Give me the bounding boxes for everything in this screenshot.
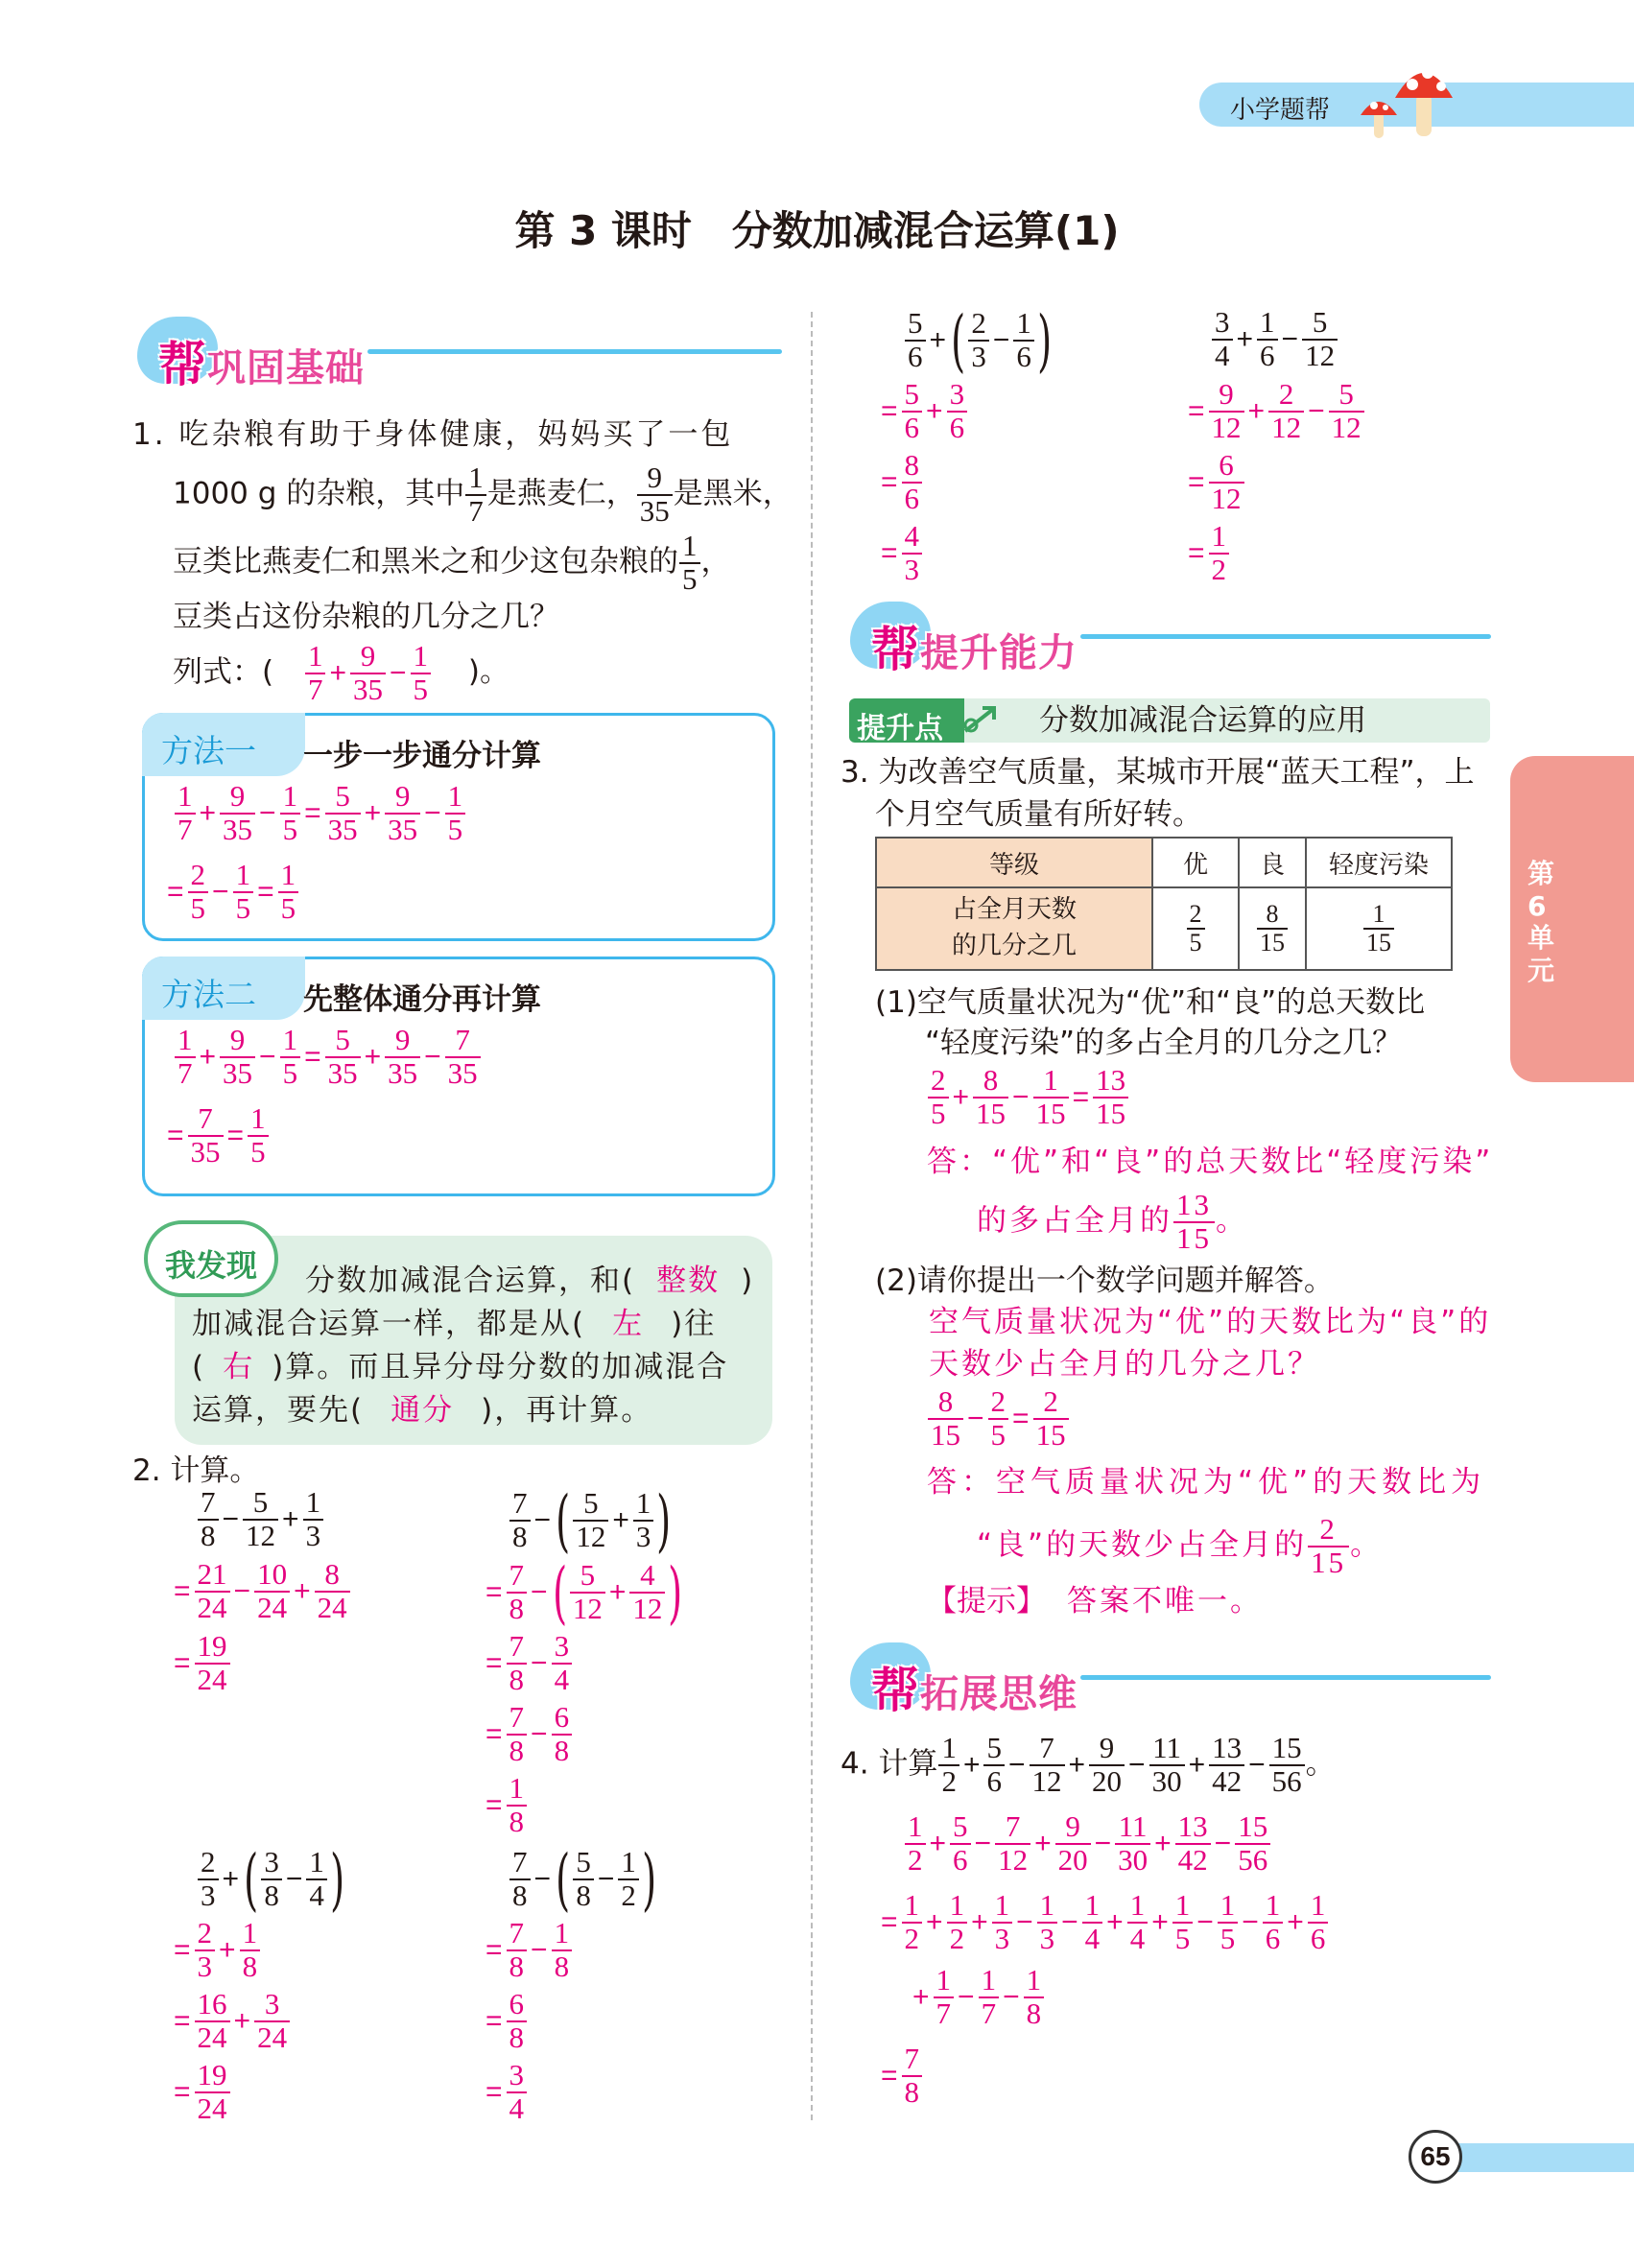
q3-p2-question2: 天数少占全月的几分之几？: [929, 1347, 1320, 1382]
column-divider: [811, 312, 813, 2120]
q2e-step1: = $\frac{5}{6}$ + $\frac{3}{6}$: [878, 379, 968, 444]
section-basic: 帮巩固基础: [137, 317, 782, 384]
q4-step3: = $\frac{7}{8}$: [878, 2044, 923, 2109]
q2-label: 2. 计算。: [132, 1453, 260, 1488]
q2a-step1: = $\frac{21}{24}$ − $\frac{10}{24}$ + $\frac{8}{24}$: [171, 1559, 351, 1624]
q2c-step3: = $\frac{19}{24}$: [171, 2060, 231, 2125]
q3-p1-calc: $\frac{2}{5}$ + $\frac{8}{15}$ − $\frac{1}{15}$ = $\frac{13}{15}$: [927, 1065, 1129, 1130]
q2c-step1: = $\frac{2}{3}$ + $\frac{1}{8}$: [171, 1918, 261, 1983]
footer-bar: [1439, 2143, 1634, 2172]
q3-p1-line1: (1)空气质量状况为“优”和“良”的总天数比: [875, 985, 1426, 1020]
page-title: 第 3 课时 分数加减混合运算(1): [514, 207, 1120, 254]
q4-expression: 4. 计算 $\frac{1}{2}$ + $\frac{5}{6}$ − $\frac{7}{12}$ + $\frac{9}{20}$ − $\frac{11}{30}$ + $\frac{13}{42}$ − $\frac{15}{56}$ 。: [841, 1731, 1336, 1798]
q2c-expression: $\frac{2}{3}$ +( $\frac{3}{8}$ − $\frac{1}{4}$ ): [197, 1846, 346, 1913]
unit-side-tab-label: 第6单元: [1527, 858, 1555, 986]
q1-line2: 1000 g 的杂粮，其中 $\frac{1}{7}$ 是燕麦仁， $\frac{9}{35}$ 是黑米，: [173, 461, 793, 528]
method-one-box: 方法一 一步一步通分计算 $\frac{1}{7}$ + $\frac{9}{35}$ − $\frac{1}{5}$ = $\frac{5}{35}$ + $\frac{9}{35}$ − $\frac{1}{5}$ = $\frac{2}{5}$ − $\frac{1}{5}$ = $\frac{1}{5}$: [142, 713, 775, 941]
q3-p2-answer2: “良”的天数少占全月的 $\frac{2}{15}$ 。: [977, 1512, 1384, 1579]
discover-line3: ( 右 )算。而且异分母分数的加减混合: [192, 1350, 729, 1384]
q2b-expression: $\frac{7}{8}$ −( $\frac{5}{12}$ + $\frac{1}{3}$ ): [509, 1487, 674, 1554]
brand-label: 小学题帮: [1230, 96, 1331, 125]
q2d-step3: = $\frac{3}{4}$: [483, 2060, 528, 2125]
q3-hint: 【提示】 答案不唯一。: [927, 1584, 1263, 1618]
section-improve: 帮提升能力: [850, 602, 1491, 669]
mushroom-icon: [1353, 56, 1458, 144]
q2d-step2: = $\frac{6}{8}$: [483, 1989, 528, 2054]
point-text: 分数加减混合运算的应用: [1039, 703, 1366, 738]
discover-line1: 分数加减混合运算，和( 整数 ): [305, 1264, 755, 1298]
q2e-expression: $\frac{5}{6}$ +( $\frac{2}{3}$ − $\frac{1}{6}$ ): [904, 307, 1054, 374]
q2f-step1: = $\frac{9}{12}$ + $\frac{2}{12}$ − $\frac{5}{12}$: [1185, 379, 1365, 444]
q3-p2-line1: (2)请你提出一个数学问题并解答。: [875, 1264, 1334, 1298]
discover-line4: 运算，要先( 通分 )，再计算。: [192, 1393, 653, 1428]
q3-p1-answer2: 的多占全月的 $\frac{13}{15}$ 。: [977, 1188, 1248, 1255]
q1-line1: 1. 吃杂粮有助于身体健康，妈妈买了一包: [132, 417, 734, 452]
q1-line4: 豆类占这份杂粮的几分之几？: [173, 600, 559, 634]
q2c-step2: = $\frac{16}{24}$ + $\frac{3}{24}$: [171, 1989, 291, 2054]
q2b-step3: = $\frac{7}{8}$ − $\frac{6}{8}$: [483, 1702, 573, 1767]
point-tag: 提升点: [849, 698, 964, 743]
q2b-step1: = $\frac{7}{8}$ −( $\frac{5}{12}$ + $\frac{4}{12}$ ): [485, 1553, 683, 1632]
q2a-step2: = $\frac{19}{24}$: [171, 1631, 231, 1696]
q3-p2-question1: 空气质量状况为“优”的天数比为“良”的: [929, 1305, 1492, 1339]
q1-formula: 列式：( $\frac{1}{7}$ + $\frac{9}{35}$ − $\frac{1}{5}$ )。: [173, 639, 509, 706]
page-number: 65: [1409, 2130, 1462, 2184]
q2f-step2: = $\frac{6}{12}$: [1185, 450, 1245, 515]
q4-step2: + $\frac{1}{7}$ − $\frac{1}{7}$ − $\frac{1}{8}$: [910, 1965, 1045, 2030]
q3-p1-answer1: 答：“优”和“良”的总天数比“轻度污染”: [927, 1145, 1494, 1179]
q2d-expression: $\frac{7}{8}$ −( $\frac{5}{8}$ − $\frac{1}{2}$ ): [509, 1846, 658, 1913]
discover-line2: 加减混合运算一样，都是从( 左 )往: [192, 1307, 717, 1341]
method-two-box: 方法二 先整体通分再计算 $\frac{1}{7}$ + $\frac{9}{35}$ − $\frac{1}{5}$ = $\frac{5}{35}$ + $\frac{9}{35}$ − $\frac{7}{35}$ = $\frac{7}{35}$ = $\frac{1}{5}$: [142, 957, 775, 1196]
q3-p1-line2: “轻度污染”的多占全月的几分之几？: [925, 1026, 1403, 1060]
q3-line1: 3. 为改善空气质量，某城市开展“蓝天工程”，上: [841, 755, 1475, 790]
arrow-icon: [961, 702, 1004, 737]
q3-line2: 个月空气质量有所好转。: [875, 797, 1202, 832]
q1-line3: 豆类比燕麦仁和黑米之和少这包杂粮的 $\frac{1}{5}$ ，: [173, 529, 731, 596]
q3-p2-calc: $\frac{8}{15}$ − $\frac{2}{5}$ = $\frac{2}{15}$: [927, 1386, 1070, 1452]
q2b-step2: = $\frac{7}{8}$ − $\frac{3}{4}$: [483, 1631, 573, 1696]
q4-step1: = $\frac{1}{2}$ + $\frac{1}{2}$ + $\frac{1}{3}$ − $\frac{1}{3}$ − $\frac{1}{4}$ + $\frac{1}{4}$ + $\frac{1}{5}$ − $\frac{1}{5}$ − $\frac{1}{6}$ + $\frac{1}{6}$: [878, 1890, 1329, 1955]
q2f-expression: $\frac{3}{4}$ + $\frac{1}{6}$ − $\frac{5}{12}$: [1211, 307, 1338, 372]
q2e-step2: = $\frac{8}{6}$: [878, 450, 923, 515]
grade-table: 等级 优 良 轻度污染 占全月天数 的几分之几 $\frac{2}{5}$ $\frac{8}{15}$ $\frac{1}{15}$: [875, 837, 1453, 971]
q2b-step4: = $\frac{1}{8}$: [483, 1773, 528, 1838]
q3-p2-answer1: 答：空气质量状况为“优”的天数比为: [927, 1465, 1486, 1500]
section-expand: 帮拓展思维: [850, 1642, 1491, 1710]
q4-step0: $\frac{1}{2}$ + $\frac{5}{6}$ − $\frac{7}{12}$ + $\frac{9}{20}$ − $\frac{11}{30}$ + $\frac{13}{42}$ − $\frac{15}{56}$: [904, 1811, 1271, 1877]
q2a-expression: $\frac{7}{8}$ − $\frac{5}{12}$ + $\frac{1}{3}$: [197, 1487, 324, 1552]
q2e-step3: = $\frac{4}{3}$: [878, 521, 923, 586]
discover-tag: 我发现: [144, 1220, 278, 1297]
q2f-step3: = $\frac{1}{2}$: [1185, 521, 1230, 586]
q2d-step1: = $\frac{7}{8}$ − $\frac{1}{8}$: [483, 1918, 573, 1983]
